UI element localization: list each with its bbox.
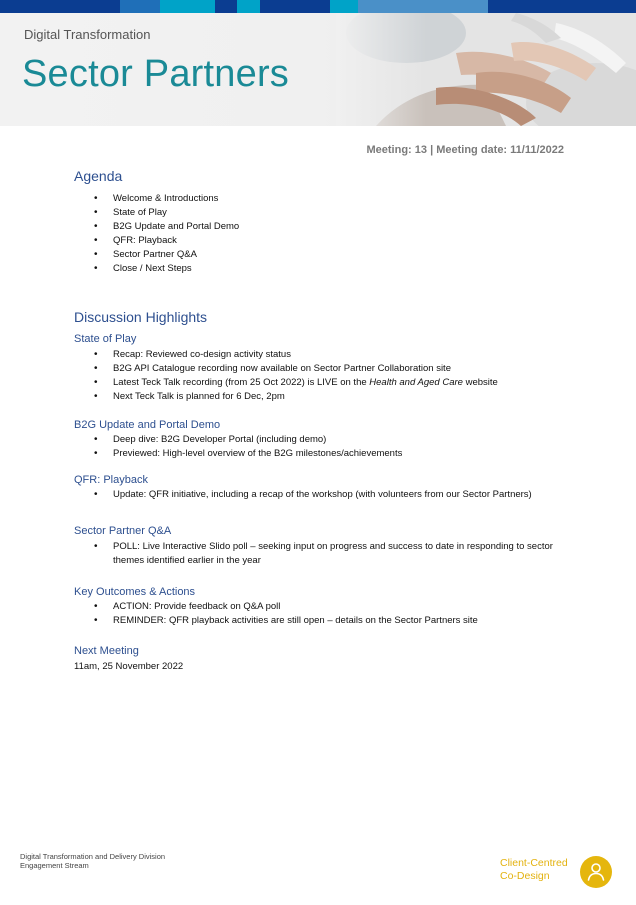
stripe-segment	[260, 0, 330, 13]
teck-talk-text-end: website	[462, 377, 498, 388]
qfr-heading: QFR: Playback	[74, 474, 148, 486]
b2g-list	[74, 433, 402, 461]
stripe-segment	[75, 0, 120, 13]
list-item: • State of Play	[74, 206, 239, 220]
next-meeting-text: 11am, 25 November 2022	[74, 661, 184, 672]
stripe-segment	[0, 0, 75, 13]
footer-division	[20, 852, 165, 870]
footer-codesign-label	[500, 857, 568, 883]
stripe-segment	[358, 0, 488, 13]
list-item: • Close / Next Steps	[74, 262, 239, 276]
next-meeting-heading: Next Meeting	[74, 645, 139, 657]
list-item: • Recap: Reviewed co-design activity status	[74, 348, 498, 362]
stripe-segment	[237, 0, 260, 13]
stripe-segment	[488, 0, 636, 13]
codesign-badge	[580, 856, 612, 888]
footer-codesign-line1: Client-Centred	[500, 857, 568, 869]
footer-division-line: Digital Transformation and Delivery Division	[20, 852, 166, 861]
list-item: • Welcome & Introductions	[74, 192, 239, 206]
state-of-play-list	[74, 348, 498, 404]
stacked-hands-photo	[336, 13, 636, 126]
b2g-heading: B2G Update and Portal Demo	[74, 419, 221, 431]
teck-talk-italic: Health and Aged Care	[369, 377, 463, 388]
list-item: • ACTION: Provide feedback on Q&A poll	[74, 600, 478, 614]
page-title: Sector Partners	[22, 53, 289, 95]
list-item: • Update: QFR initiative, including a recap of the workshop (with volunteers from our Sector Partners)	[74, 488, 594, 502]
qa-list	[74, 540, 564, 568]
state-of-play-heading: State of Play	[74, 333, 137, 345]
stripe-segment	[215, 0, 237, 13]
header-banner	[0, 13, 636, 126]
list-item: • Previewed: High-level overview of the B2G milestones/achievements	[74, 447, 402, 461]
footer-codesign-line2: Co-Design	[500, 870, 550, 882]
discussion-heading: Discussion Highlights	[74, 309, 208, 325]
person-icon	[585, 861, 607, 883]
list-item: • Next Teck Talk is planned for 6 Dec, 2pm	[74, 390, 498, 404]
list-item	[74, 376, 498, 390]
top-color-stripe	[0, 0, 636, 13]
list-item: • B2G API Catalogue recording now available on Sector Partner Collaboration site	[74, 362, 498, 376]
outcomes-heading: Key Outcomes & Actions	[74, 586, 196, 598]
list-item: • Deep dive: B2G Developer Portal (including demo)	[74, 433, 402, 447]
list-item: • B2G Update and Portal Demo	[74, 220, 239, 234]
stripe-segment	[120, 0, 160, 13]
list-item: • Sector Partner Q&A	[74, 248, 239, 262]
agenda-heading: Agenda	[74, 168, 123, 184]
qfr-list	[74, 488, 594, 502]
list-item: • REMINDER: QFR playback activities are still open – details on the Sector Partners site	[74, 614, 478, 628]
stripe-segment	[160, 0, 215, 13]
stripe-segment	[330, 0, 358, 13]
footer-stream-line: Engagement Stream	[20, 861, 89, 870]
list-item: • POLL: Live Interactive Slido poll – seeking input on progress and success to date in responding to sector themes identified earlier in the year	[74, 540, 564, 568]
meeting-info: Meeting: 13 | Meeting date: 11/11/2022	[366, 144, 564, 156]
outcomes-list	[74, 600, 478, 628]
teck-talk-text: Latest Teck Talk recording (from 25 Oct 2022) is LIVE on the	[113, 377, 370, 388]
list-item: • QFR: Playback	[74, 234, 239, 248]
qa-heading: Sector Partner Q&A	[74, 525, 172, 537]
agenda-list	[74, 192, 239, 276]
pre-title: Digital Transformation	[24, 27, 151, 42]
